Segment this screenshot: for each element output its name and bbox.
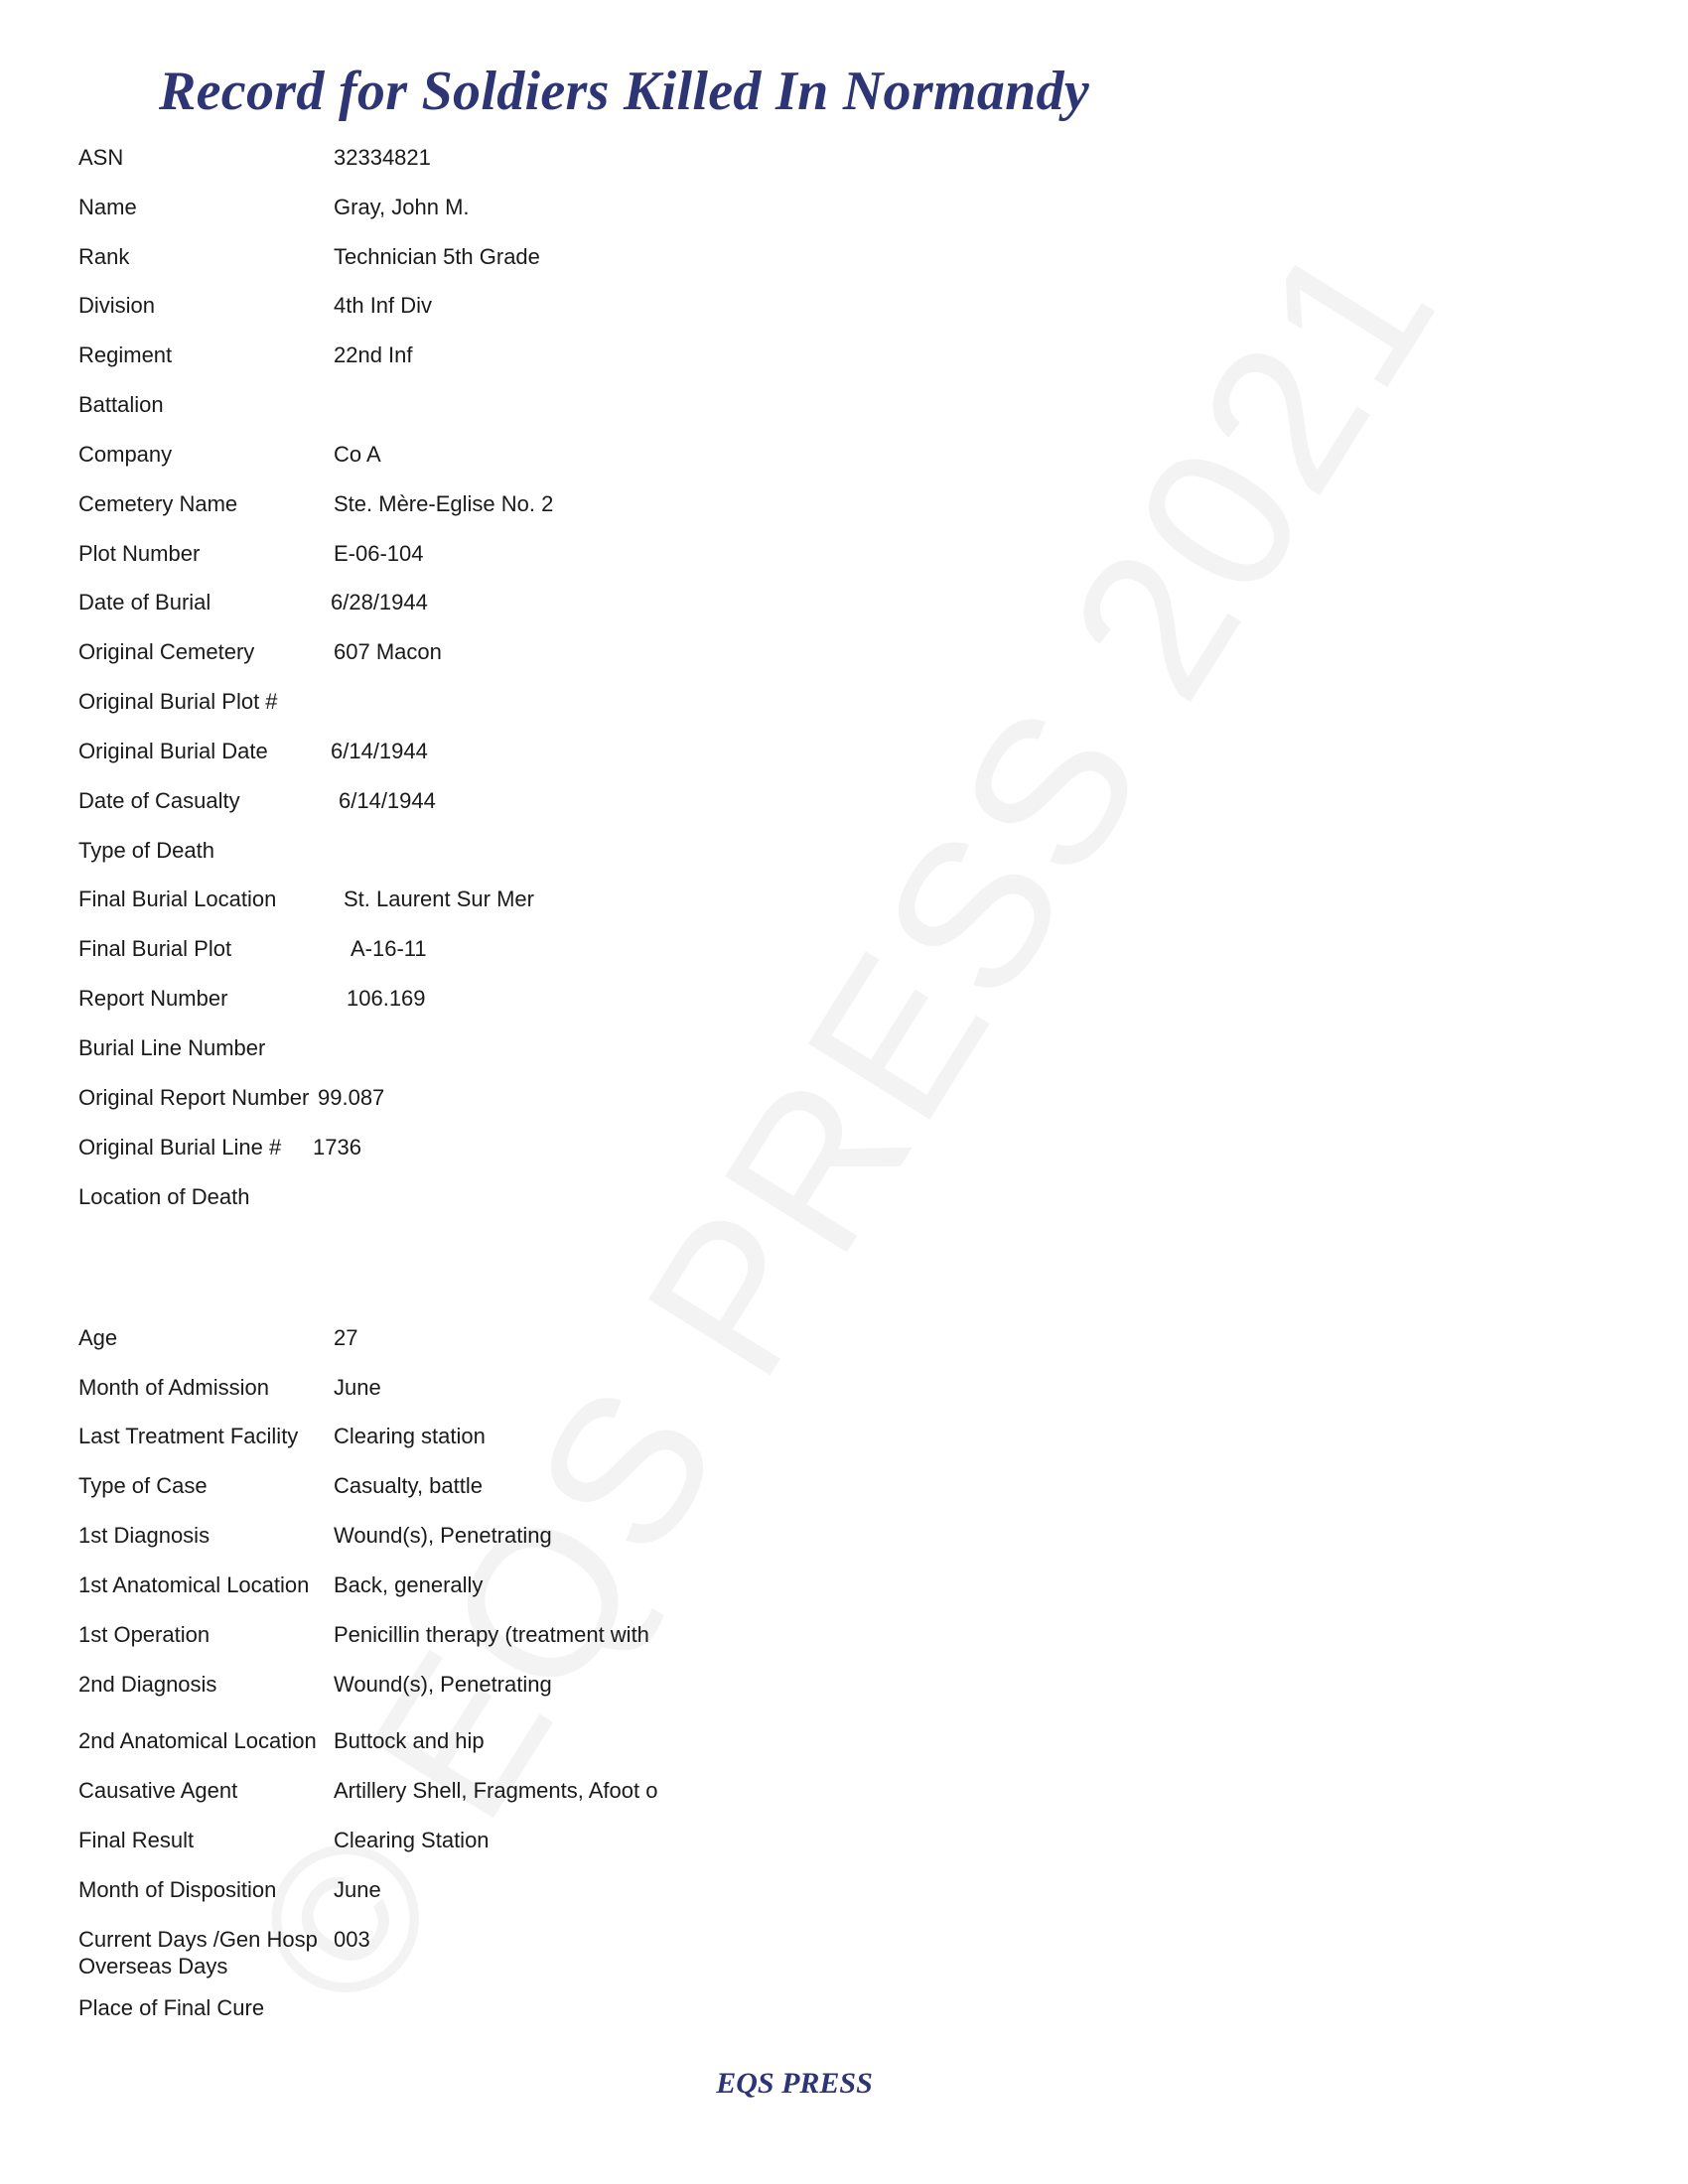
field-value: 6/14/1944 [339, 788, 436, 813]
field-label: Date of Casualty [78, 788, 240, 813]
field-label: Month of Disposition [78, 1877, 277, 1902]
field-value: 32334821 [334, 145, 431, 170]
footer-publisher: EQS PRESS [716, 2067, 873, 2100]
field-label: Plot Number [78, 541, 201, 566]
field-value: Casualty, battle [334, 1473, 484, 1498]
field-label: Age [78, 1325, 118, 1350]
field-cemetery-name [78, 491, 554, 517]
field-label: ASN [78, 145, 124, 170]
field-label: Overseas Days [78, 1954, 228, 1979]
field-2nd-anatomical-location [78, 1728, 485, 1754]
field-type-of-case [78, 1473, 484, 1499]
field-label: 2nd Anatomical Location [78, 1728, 317, 1753]
field-label: Name [78, 195, 137, 219]
field-1st-anatomical-location [78, 1572, 484, 1598]
field-original-burial-date [78, 739, 428, 764]
field-place-of-final-cure [78, 1995, 264, 2021]
field-1st-diagnosis [78, 1523, 552, 1549]
field-value: Wound(s), Penetrating [334, 1672, 552, 1697]
field-value: Wound(s), Penetrating [334, 1523, 552, 1548]
field-value: E-06-104 [334, 541, 424, 566]
field-final-result [78, 1828, 490, 1853]
field-label: Last Treatment Facility [78, 1424, 299, 1448]
page-title: Record for Soldiers Killed In Normandy [159, 61, 1090, 122]
field-month-of-admission [78, 1375, 381, 1401]
field-label: Battalion [78, 392, 164, 417]
field-label: Date of Burial [78, 590, 211, 614]
field-label: Original Report Number [78, 1085, 310, 1110]
field-value: Buttock and hip [334, 1728, 485, 1753]
field-label: Cemetery Name [78, 491, 238, 516]
field-label: Original Cemetery [78, 639, 255, 664]
field-causative-agent [78, 1778, 658, 1804]
field-division [78, 293, 433, 319]
field-value: Co A [334, 442, 381, 467]
field-date-of-casualty [78, 788, 436, 814]
field-original-cemetery [78, 639, 442, 665]
field-asn [78, 145, 431, 171]
field-label: Final Burial Location [78, 887, 277, 911]
field-value: June [334, 1877, 381, 1902]
field-value: 99.087 [318, 1085, 385, 1110]
field-label: Final Burial Plot [78, 936, 232, 961]
field-label: Current Days /Gen Hosp [78, 1927, 318, 1952]
field-value: Clearing station [334, 1424, 486, 1448]
field-2nd-diagnosis [78, 1672, 552, 1698]
field-label: Final Result [78, 1828, 195, 1852]
field-age [78, 1325, 358, 1351]
field-value: 6/28/1944 [331, 590, 428, 614]
field-value: A-16-11 [351, 936, 427, 961]
field-date-of-burial [78, 590, 428, 615]
field-label: Type of Death [78, 838, 214, 863]
field-label: Type of Case [78, 1473, 208, 1498]
field-original-report-number [78, 1085, 385, 1111]
field-value: 106.169 [347, 986, 426, 1011]
field-label: Location of Death [78, 1184, 250, 1209]
field-value: Gray, John M. [334, 195, 470, 219]
field-company [78, 442, 381, 468]
field-value: Artillery Shell, Fragments, Afoot o [334, 1778, 658, 1803]
field-name [78, 195, 470, 220]
field-value: 6/14/1944 [331, 739, 428, 763]
field-value: Clearing Station [334, 1828, 490, 1852]
field-report-number [78, 986, 426, 1012]
field-month-of-disposition [78, 1877, 381, 1903]
field-type-of-death [78, 838, 214, 864]
field-rank [78, 244, 540, 270]
field-final-burial-location [78, 887, 534, 912]
field-value: 22nd Inf [334, 342, 413, 367]
field-burial-line-number [78, 1035, 265, 1061]
field-label: Place of Final Cure [78, 1995, 265, 2020]
field-value: 4th Inf Div [334, 293, 433, 318]
field-value: 27 [334, 1325, 358, 1350]
field-label: Original Burial Plot # [78, 689, 278, 714]
field-label: Original Burial Date [78, 739, 268, 763]
field-original-burial-line [78, 1135, 361, 1160]
field-1st-operation [78, 1622, 649, 1648]
field-label: Original Burial Line # [78, 1135, 282, 1160]
field-plot-number [78, 541, 424, 567]
field-original-burial-plot [78, 689, 278, 715]
field-value: June [334, 1375, 381, 1400]
field-label: Regiment [78, 342, 173, 367]
field-overseas-days [78, 1954, 227, 1979]
field-value: Technician 5th Grade [334, 244, 540, 269]
field-last-treatment-facility [78, 1424, 486, 1449]
field-label: Company [78, 442, 173, 467]
field-label: Report Number [78, 986, 228, 1011]
field-regiment [78, 342, 413, 368]
watermark [204, 196, 1485, 2047]
field-label: Rank [78, 244, 130, 269]
field-value: Ste. Mère-Eglise No. 2 [334, 491, 554, 516]
field-current-days-gen-hosp [78, 1927, 370, 1953]
field-label: Burial Line Number [78, 1035, 266, 1060]
field-label: Division [78, 293, 156, 318]
field-battalion [78, 392, 164, 418]
field-final-burial-plot [78, 936, 427, 962]
field-label: 2nd Diagnosis [78, 1672, 217, 1697]
field-label: Month of Admission [78, 1375, 269, 1400]
field-value: St. Laurent Sur Mer [344, 887, 534, 911]
field-value: Back, generally [334, 1572, 484, 1597]
field-label: 1st Operation [78, 1622, 211, 1647]
field-label: Causative Agent [78, 1778, 238, 1803]
field-value: 1736 [313, 1135, 361, 1160]
field-label: 1st Anatomical Location [78, 1572, 310, 1597]
field-label: 1st Diagnosis [78, 1523, 211, 1548]
field-value: Penicillin therapy (treatment with [334, 1622, 649, 1647]
field-location-of-death [78, 1184, 249, 1210]
field-value: 003 [334, 1927, 370, 1952]
field-value: 607 Macon [334, 639, 442, 664]
